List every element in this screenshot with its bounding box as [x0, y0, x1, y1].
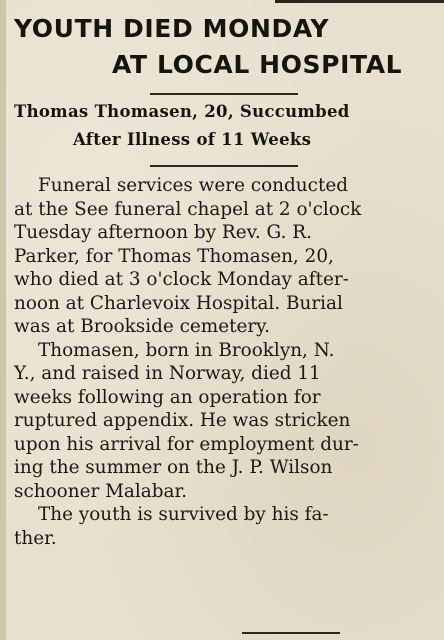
article-line: was at Brookside cemetery.: [14, 316, 270, 337]
paper-edge: [0, 0, 6, 640]
headline-divider-rule: [150, 93, 298, 95]
article-line: Thomasen, born in Brooklyn, N.: [38, 339, 335, 361]
article-line: upon his arrival for employment dur-: [14, 433, 359, 455]
article-line: ruptured appendix. He was stricken: [14, 410, 351, 431]
article-line: Funeral services were conducted: [38, 175, 348, 196]
headline-line-2: AT LOCAL HOSPITAL: [112, 50, 403, 79]
bottom-column-rule: [242, 632, 340, 634]
article-line: Tuesday afternoon by Rev. G. R.: [14, 222, 312, 243]
article-body: [14, 174, 444, 550]
deck-divider-rule: [150, 165, 298, 167]
article-line: schooner Malabar.: [14, 480, 188, 502]
article-line: who died at 3 o'clock Monday after-: [14, 269, 349, 290]
article-line: Y., and raised in Norway, died 11: [14, 363, 321, 384]
article-line: at the See funeral chapel at 2 o'clock: [14, 198, 362, 220]
article-line: Parker, for Thomas Thomasen, 20,: [14, 245, 334, 267]
article-line: weeks following an operation for: [14, 386, 321, 408]
deck-line-1: Thomas Thomasen, 20, Succumbed: [14, 102, 350, 121]
article-line: noon at Charlevoix Hospital. Burial: [14, 292, 343, 314]
top-column-rule: [275, 0, 444, 3]
article-line: ing the summer on the J. P. Wilson: [14, 457, 333, 478]
headline-line-1: YOUTH DIED MONDAY: [14, 14, 330, 43]
deck-line-2: After Illness of 11 Weeks: [73, 130, 312, 149]
article-line: ther.: [14, 527, 57, 549]
article-line: The youth is survived by his fa-: [38, 504, 329, 525]
